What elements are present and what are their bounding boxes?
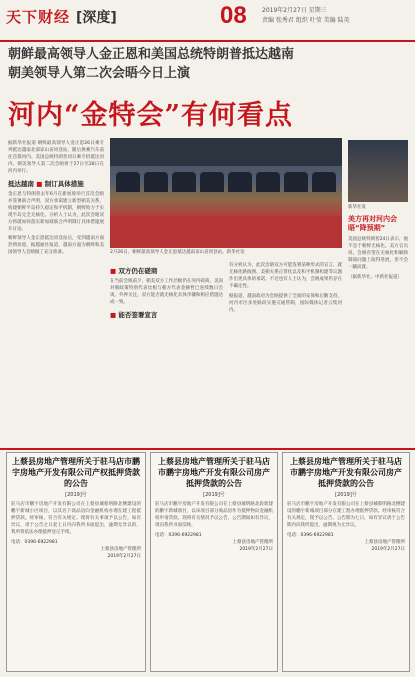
photo-background <box>110 138 342 166</box>
photo-figure <box>116 172 140 192</box>
photo-red-carpet <box>110 216 342 248</box>
notice-signature: 上蔡县房地产管理所 <box>100 547 141 552</box>
side-photo <box>348 140 408 202</box>
notice-title: 上蔡县房地产管理所关于驻马店市鹏宇房地产开发有限公司房产抵押贷款的公告 <box>290 457 402 488</box>
notice-body: 驻马店市鹏宇房地产开发有限公司在上蔡县城蔡明路北侧建设的鹏宇新城项目部分在建工程办理抵押贷款。经审核符合有关规定，现予以公告。公告期为七日，如有异议请于公告期内向我所提出，逾期视为无异议。 <box>287 502 405 528</box>
lead-headline <box>8 46 408 82</box>
middle-column-2 <box>229 262 342 322</box>
notice-contact: 电话：0396-6922981 <box>287 533 334 538</box>
body-paragraph-6: 据报道，越南政府为会晤提供了全面的安保和后勤支持，河内市区多处路段实施交通管制，国际媒体记者云集河内。 <box>229 294 342 313</box>
photo-figure <box>200 172 224 192</box>
masthead-info <box>262 6 350 26</box>
notice-signature: 上蔡县房地产管理所 <box>364 540 405 545</box>
notice-date: 2019年2月27日 <box>107 554 141 559</box>
notice-body: 驻马店市鹏宇房地产开发有限公司在上蔡县城明路北段新建的鹏宇新城项目，以该项目部分商品房作为抵押物向金融机构申请贷款。现将有关情况予以公告，公告期间如有异议，请向我所书面反映。 <box>155 502 273 528</box>
body-paragraph-2: 金正恩与特朗普去年6月在新加坡举行首次会晤并签署联合声明，双方承诺建立新型朝美关系，构建朝鲜半岛持久稳定和平机制，朝鲜致力于实现半岛完全无核化。分析人士认为，此次会晤双方将就如何落实新加坡联合声明制订具体措施展开讨论。 <box>8 192 104 232</box>
photo-figure <box>172 172 196 192</box>
public-notice-1 <box>6 452 146 672</box>
left-column <box>8 140 104 256</box>
photo-figure <box>312 172 336 192</box>
side-paragraph: 美国总统特朗普24日表示，他不急于朝鲜无核化。美方官员说，会晤有望在无核化和解除制裁问题上取得进展，但不会一蹴而就。 <box>348 237 408 270</box>
notice-body: 驻马店市鹏宇房地产开发有限公司在上蔡县城蔡明路北侧建设的鹏宇新城小区项目，以其名下商品房向金融机构办理在建工程抵押贷款。经审核，符合有关规定。现将有关事项予以公告，如有异议，请于公告之日起七日内向我所书面提出，逾期无异议的，我所将依法办理抵押登记手续。 <box>11 502 141 535</box>
subhead-declaration: ■ 能否签署宣言 <box>110 311 158 319</box>
notice-date: 2019年2月27日 <box>371 547 405 552</box>
right-column <box>348 140 408 281</box>
body-paragraph-4: 在当前会晤前夕，朝美双方工作层级仍在河内磋商。美国对朝政策特别代表比根与朝方代表金赫哲已连续数日会谈。外界关注，双方能否就无核化具体步骤和相应措施达成一致。 <box>110 279 223 305</box>
photo-figure <box>228 172 252 192</box>
issue-date: 2019年2月27日 星期三 <box>262 7 327 14</box>
main-headline: 河内“金特会”有何看点 <box>8 100 294 131</box>
notice-contact: 电话：0396-6922981 <box>155 533 202 538</box>
middle-section <box>110 262 342 322</box>
public-notice-3 <box>282 452 410 672</box>
public-notice-2 <box>150 452 278 672</box>
side-headline: 美方再对河内会晤“降预期” <box>348 215 397 232</box>
section-divider <box>0 448 415 450</box>
side-photo-caption: 新华社发 <box>348 205 366 210</box>
lead-line-2: 朝美领导人第二次会晤今日上演 <box>8 66 191 81</box>
subhead-arrive: 抵达越南 ■ 制订具体措施 <box>8 180 84 188</box>
notice-number: [2019]号 <box>203 492 225 498</box>
section-label: [深度] <box>76 10 117 26</box>
notice-number: [2019]号 <box>65 492 87 498</box>
notice-date: 2019年2月27日 <box>239 547 273 552</box>
photo-figure <box>284 172 308 192</box>
notice-contact: 电话：0396-6922981 <box>11 540 58 545</box>
subhead-marker: ■ <box>36 180 43 188</box>
main-photo <box>110 138 342 248</box>
notice-signature: 上蔡县房地产管理所 <box>232 540 273 545</box>
editor-credits: 责编 张秀君 组织 叶莹 美编 陆英 <box>262 17 350 24</box>
notice-title: 上蔡县房地产管理所关于驻马店市鹏宇房地产开发有限公司产权抵押贷款的公告 <box>12 457 140 488</box>
photo-figure <box>144 172 168 192</box>
body-paragraph-5: 有分析认为，此次会晤双方可能签署某种形式的宣言，就无核化路线图、美朝关系正常化以及和平机制构建等议题作出更具体的承诺。不过也有人士认为，会晤成果仍存在不确定性。 <box>229 263 342 289</box>
photo-caption: 2月26日，朝鲜最高领导人金正恩抵达越南谅山省同登站。新华社发 <box>110 250 245 255</box>
lead-line-1: 朝鲜最高领导人金正恩和美国总统特朗普抵达越南 <box>8 47 295 62</box>
middle-column-1 <box>110 262 223 322</box>
subhead-negotiation: ■ 双方仍在磋商 <box>110 267 158 275</box>
page-number: 08 <box>220 2 247 29</box>
side-credit: （据新华社、中新社报道） <box>348 275 402 280</box>
masthead <box>0 0 415 42</box>
newspaper-logo: 天下财经 <box>6 8 71 26</box>
photo-crowd <box>116 172 336 192</box>
notice-title: 上蔡县房地产管理所关于驻马店市鹏宇房地产开发有限公司房产抵押贷款的公告 <box>158 457 270 488</box>
photo-figure <box>256 172 280 192</box>
notice-number: [2019]号 <box>335 492 357 498</box>
intro-paragraph: 据新华社报道 朝鲜最高领导人金正恩26日乘专列抵达越南北部谅山省同登站，随后换乘汽车前往首都河内。美国总统特朗普同日乘专机抵达河内。朝美领导人第二次会晤将于27日至28日在河内举行。 <box>8 141 104 174</box>
body-paragraph-3: 朝鲜领导人金正恩抵达同登站后，受到越南方面热情欢迎。据越通社报道，越南方面为朝鲜和美国领导人会晤做了充分准备。 <box>8 236 104 255</box>
